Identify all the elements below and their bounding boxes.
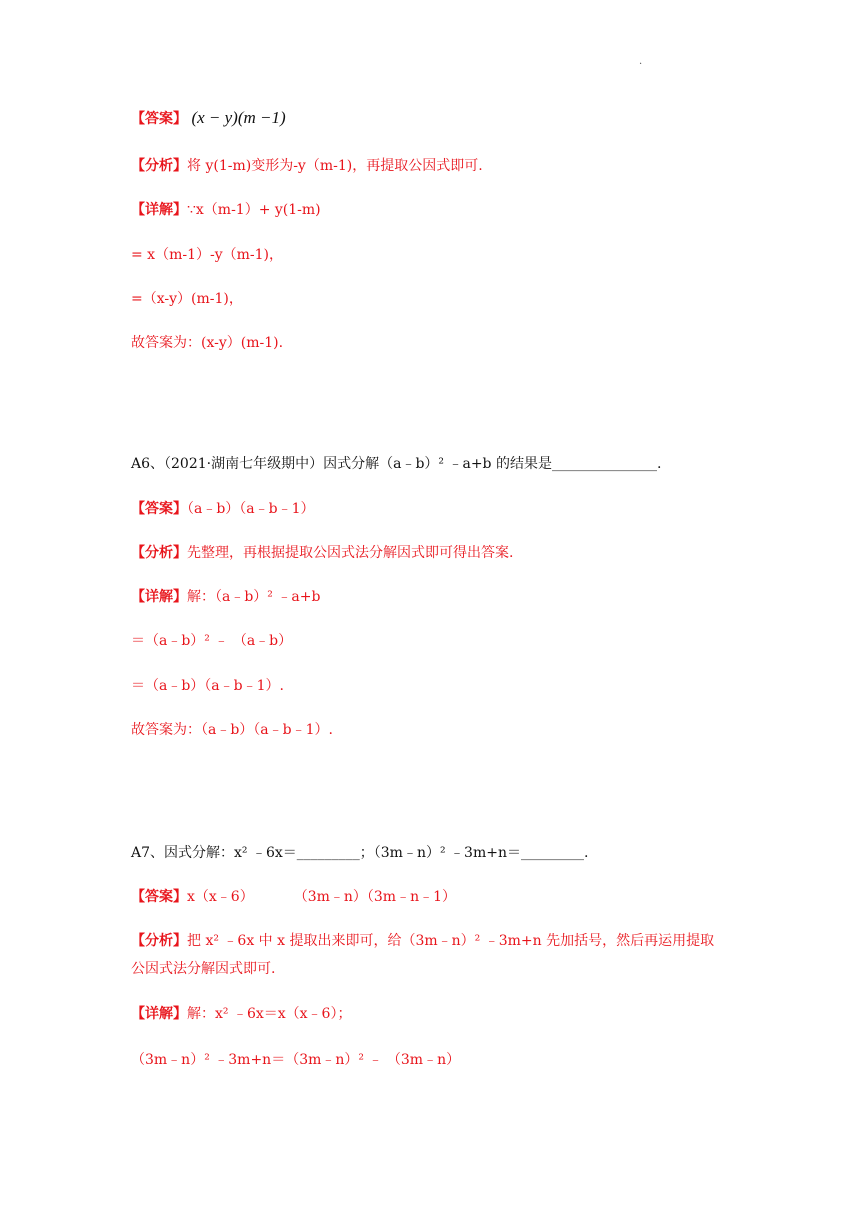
q5-answer xyxy=(131,108,286,129)
detail-label: 【详解】 xyxy=(131,202,187,218)
q7-answer xyxy=(131,887,456,907)
q6-step2: ＝（a﹣b）（a﹣b﹣1）. xyxy=(131,678,284,694)
analysis-label: 【分析】 xyxy=(131,158,187,174)
detail-label: 【详解】 xyxy=(131,1006,187,1022)
answer-math: (x − y)(m −1) xyxy=(191,108,286,127)
answer-part2: （3m﹣n）（3m﹣n﹣1） xyxy=(293,889,457,905)
detail-text: 解：（a﹣b）² ﹣a+b xyxy=(187,589,321,605)
q6-detail xyxy=(131,587,320,607)
q5-detail xyxy=(131,200,321,220)
analysis-label: 【分析】 xyxy=(131,933,187,949)
q7-question: A7、因式分解：x² ﹣6x＝_________；（3m﹣n）² ﹣3m+n＝_________. xyxy=(131,845,589,861)
q5-analysis xyxy=(131,156,483,176)
q7-analysis-line1 xyxy=(131,931,714,951)
answer-part1: x（x﹣6） xyxy=(187,889,254,905)
answer-label: 【答案】 xyxy=(131,501,187,517)
q5-step1: = x（m-1）-y（m-1)， xyxy=(131,247,284,263)
q6-answer xyxy=(131,499,315,519)
analysis-label: 【分析】 xyxy=(131,545,187,561)
detail-text: ∵x（m-1）+ y(1-m) xyxy=(187,202,321,218)
detail-text: 解：x² ﹣6x＝x（x﹣6）； xyxy=(187,1006,352,1022)
q5-step2: =（x-y）(m-1)， xyxy=(131,291,243,307)
analysis-text: 先整理，再根据提取公因式法分解因式即可得出答案. xyxy=(187,545,514,561)
answer-label: 【答案】 xyxy=(131,111,187,127)
page-marker: . xyxy=(639,56,643,67)
answer-label: 【答案】 xyxy=(131,889,187,905)
analysis-text: 把 x² ﹣6x 中 x 提取出来即可，给（3m﹣n）² ﹣3m+n 先加括号，然后再运用提取 xyxy=(187,933,715,949)
q6-analysis xyxy=(131,543,513,563)
q7-step1: （3m﹣n）² ﹣3m+n＝（3m﹣n）² ﹣ （3m﹣n） xyxy=(131,1052,461,1068)
analysis-text: 将 y(1-m)变形为-y（m-1)，再提取公因式即可. xyxy=(187,158,483,174)
q5-conclusion: 故答案为：(x-y）(m-1). xyxy=(131,335,284,351)
answer-text: （a﹣b）（a﹣b﹣1） xyxy=(187,501,315,517)
q7-analysis-line2: 公因式法分解因式即可. xyxy=(131,961,276,977)
q6-step1: ＝（a﹣b）² ﹣ （a﹣b） xyxy=(131,633,293,649)
q6-conclusion: 故答案为：（a﹣b）（a﹣b﹣1）. xyxy=(131,722,333,738)
q6-question: A6、（2021·湖南七年级期中）因式分解（a﹣b）² ﹣a+b 的结果是_______________. xyxy=(131,456,662,472)
q7-detail xyxy=(131,1004,351,1024)
detail-label: 【详解】 xyxy=(131,589,187,605)
